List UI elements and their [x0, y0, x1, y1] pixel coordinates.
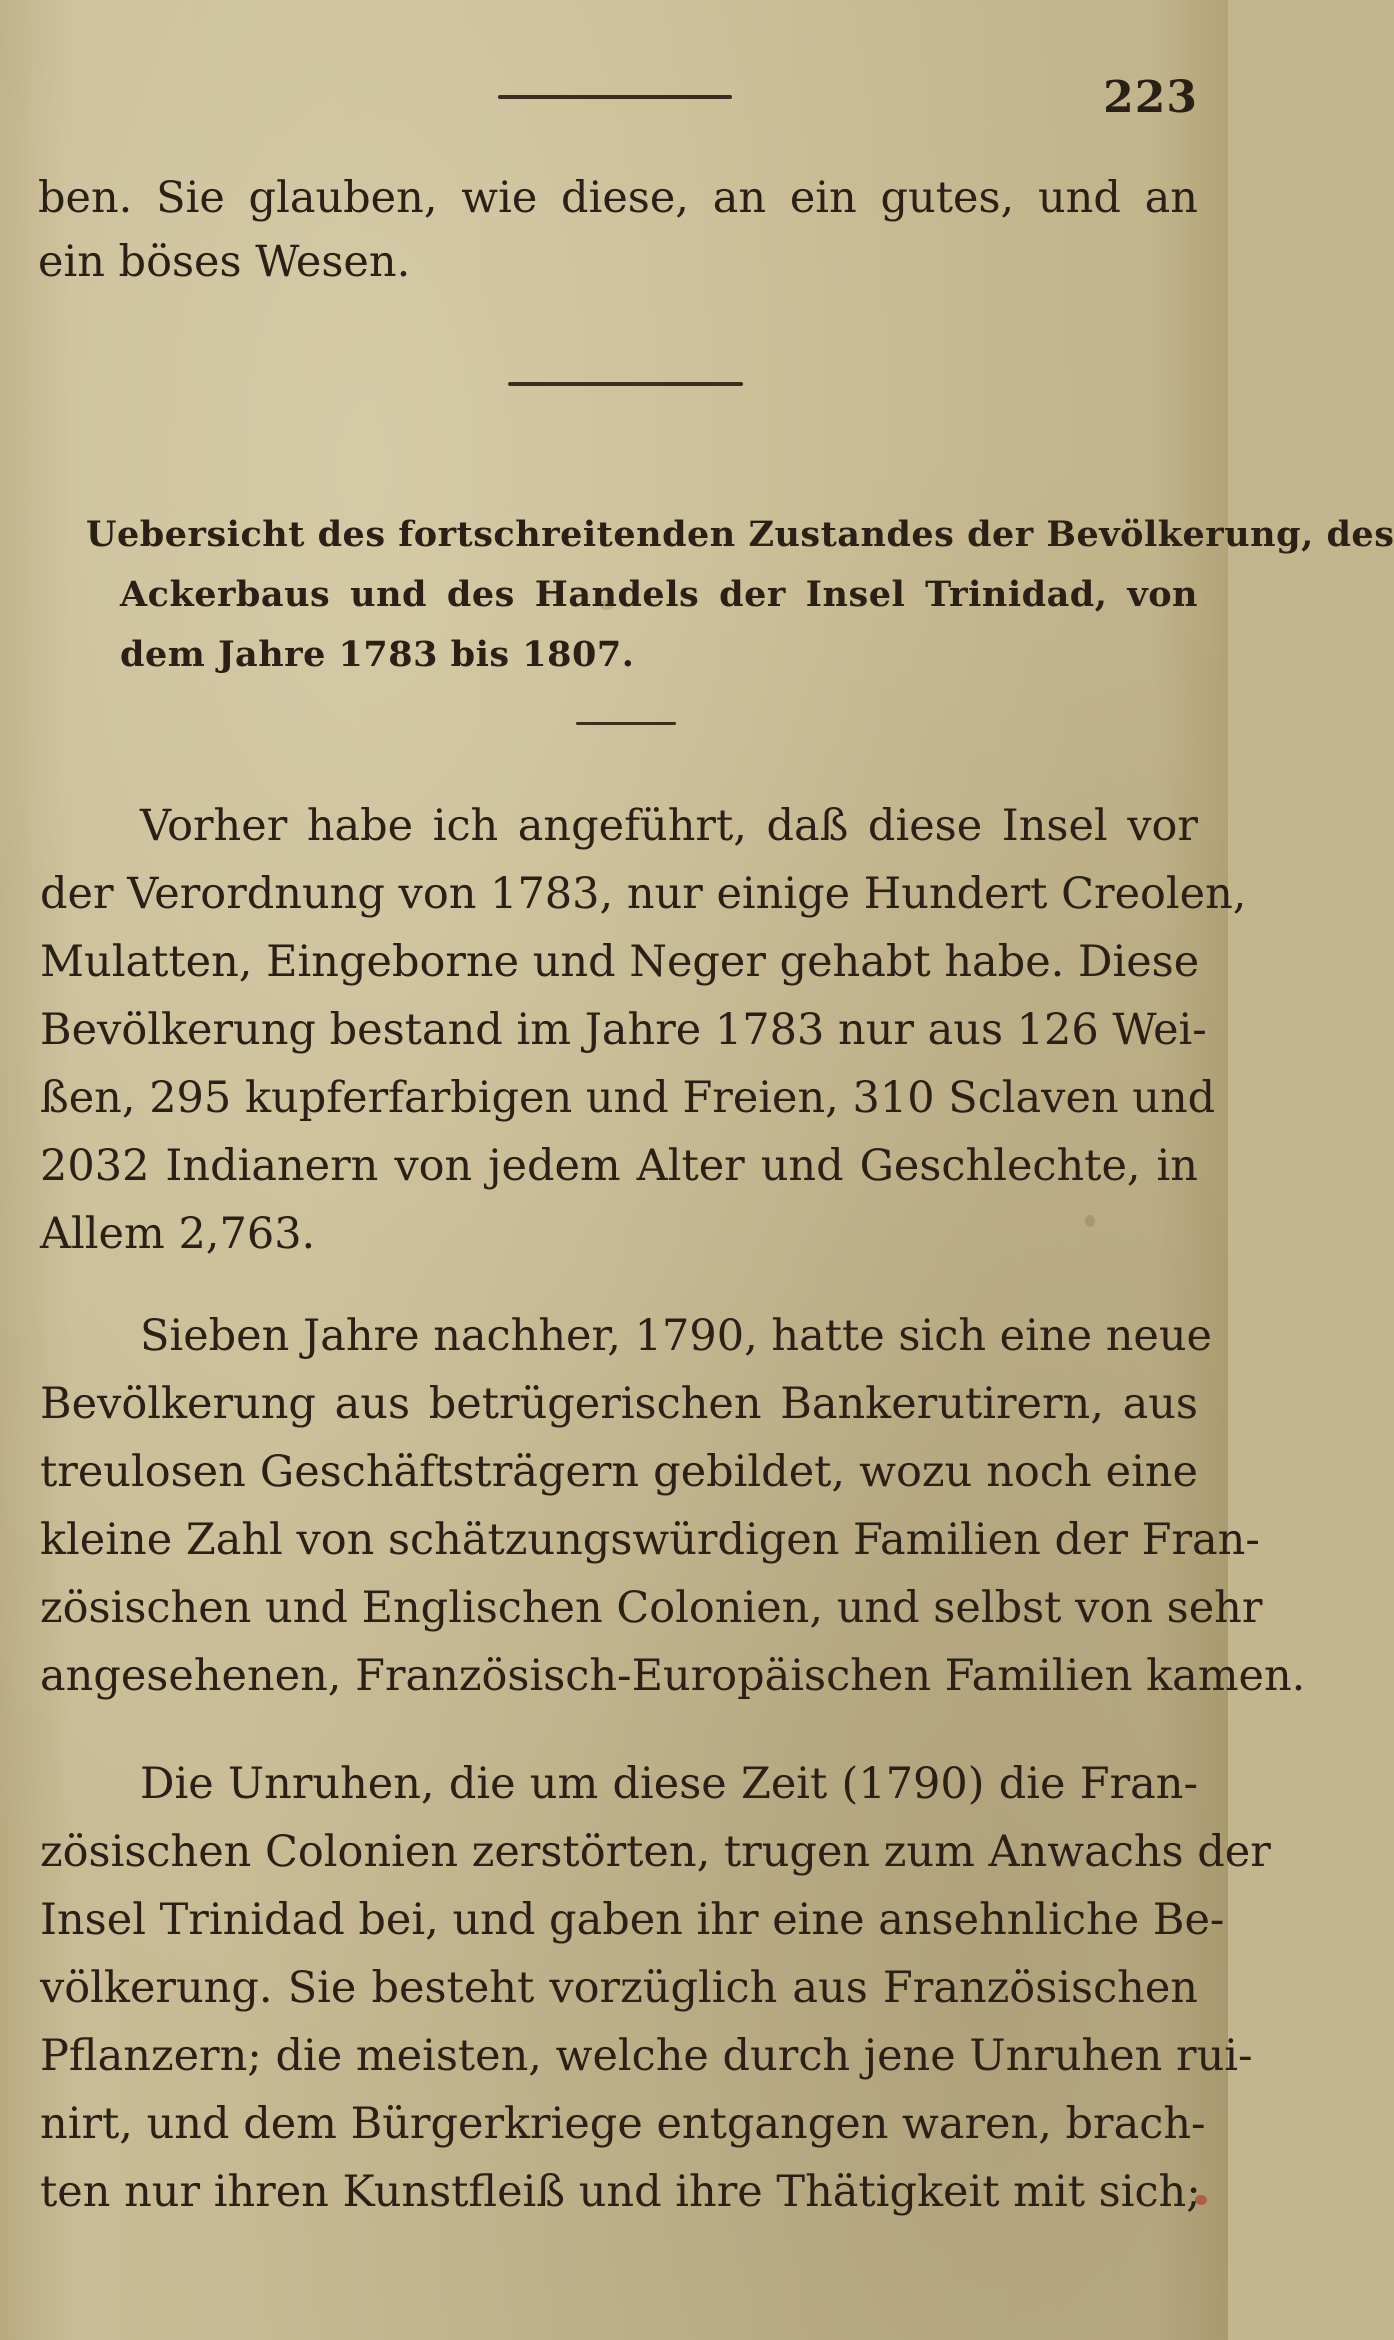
text-line: Bevölkerung aus betrügerischen Bankerutirern, aus	[40, 1379, 1198, 1429]
text-line: angesehenen, Französisch-Europäischen Familien kamen.	[40, 1651, 1306, 1701]
text-line: kleine Zahl von schätzungswürdigen Familien der Fran-	[40, 1515, 1260, 1565]
header-rule	[498, 95, 732, 99]
text-line: der Verordnung von 1783, nur einige Hundert Creolen,	[40, 869, 1247, 919]
heading-line: Uebersicht des fortschreitenden Zustandes der Bevölkerung, des	[86, 514, 1394, 555]
text-line: Vorher habe ich angeführt, daß diese Insel vor	[140, 801, 1198, 851]
text-line: ein böses Wesen.	[38, 237, 411, 287]
text-line: Sieben Jahre nachher, 1790, hatte sich eine neue	[140, 1311, 1212, 1361]
text-line: Insel Trinidad bei, und gaben ihr eine ansehnliche Be-	[40, 1895, 1225, 1945]
text-line: völkerung. Sie besteht vorzüglich aus Französischen	[40, 1963, 1198, 2013]
text-line: treulosen Geschäftsträgern gebildet, wozu noch eine	[40, 1447, 1198, 1497]
text-line: Allem 2,763.	[40, 1209, 316, 1259]
heading-rule	[576, 722, 676, 725]
text-line: Bevölkerung bestand im Jahre 1783 nur aus 126 Wei-	[40, 1005, 1207, 1055]
text-line: zösischen und Englischen Colonien, und selbst von sehr	[40, 1583, 1263, 1633]
text-line: Die Unruhen, die um diese Zeit (1790) die Fran-	[140, 1759, 1198, 1809]
heading-line: dem Jahre 1783 bis 1807.	[120, 634, 635, 675]
text-line: zösischen Colonien zerstörten, trugen zum Anwachs der	[40, 1827, 1271, 1877]
text-line: Pflanzern; die meisten, welche durch jene Unruhen rui-	[40, 2031, 1253, 2081]
text-line: 2032 Indianern von jedem Alter und Geschlechte, in	[40, 1141, 1198, 1191]
text-line: ßen, 295 kupferfarbigen und Freien, 310 Sclaven und	[40, 1073, 1216, 1123]
text-line: ben. Sie glauben, wie diese, an ein gutes, und an	[38, 173, 1198, 223]
page-number: 223	[1103, 72, 1198, 123]
text-line: ten nur ihren Kunstfleiß und ihre Thätigkeit mit sich;	[40, 2167, 1201, 2217]
text-line: Mulatten, Eingeborne und Neger gehabt habe. Diese	[40, 937, 1200, 987]
heading-line: Ackerbaus und des Handels der Insel Trinidad, von	[120, 574, 1198, 615]
text-line: nirt, und dem Bürgerkriege entgangen waren, brach-	[40, 2099, 1206, 2149]
section-rule	[508, 382, 743, 386]
